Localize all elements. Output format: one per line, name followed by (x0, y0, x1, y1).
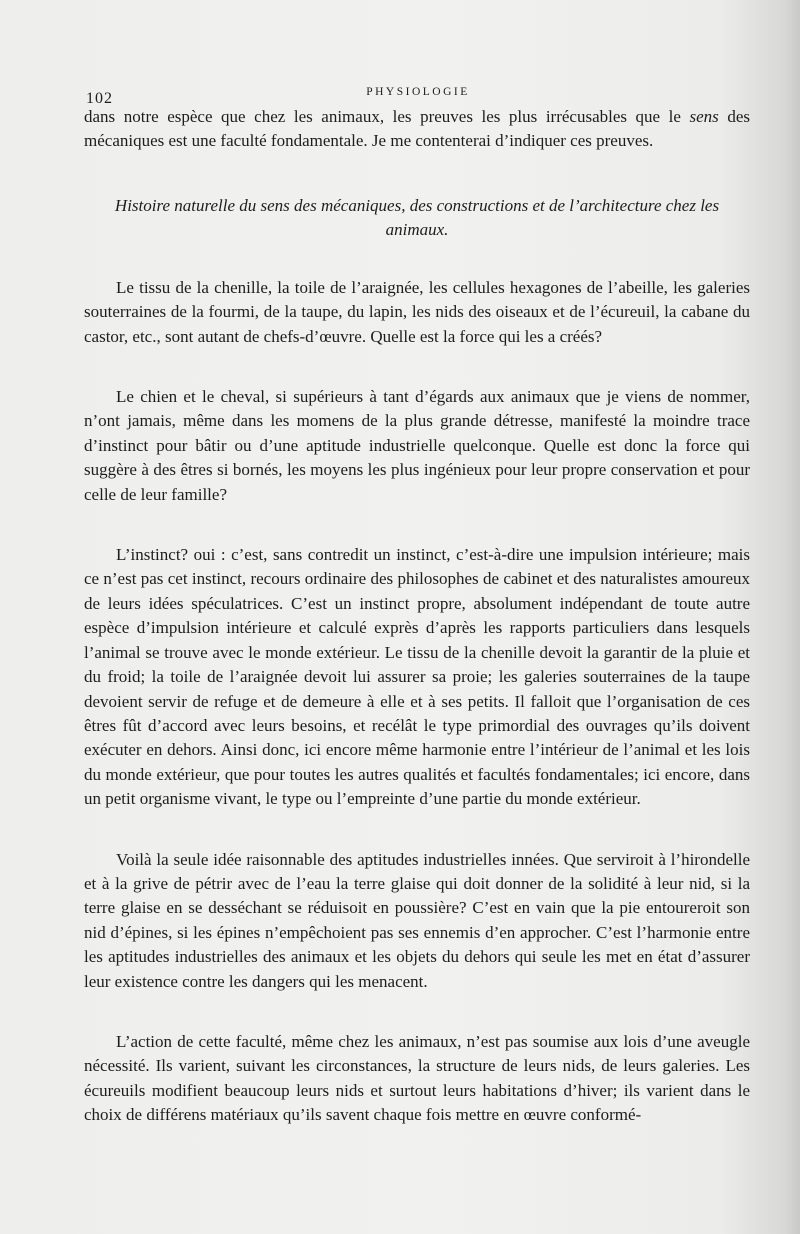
paragraph: L’action de cette faculté, même chez les animaux, n’est pas soumise aux lois d’une aveugle nécessité. Ils varient, suivant les circonstances, la structure de leurs nids, de leurs galeries. Les écureuils modifient beaucoup leurs nids et surtout leurs habitations d’hiver; ils varient dans le choix de différens matériaux qu’ils savent chaque fois mettre en œuvre conformé- (84, 1031, 750, 1125)
paragraph: Le tissu de la chenille, la toile de l’araignée, les cellules hexagones de l’abeille, les galeries souterraines de la fourmi, de la taupe, du lapin, les nids des oiseaux et de l’écureuil, la cabane du castor, etc., sont autant de chefs-d’œuvre. Quelle est la force qui les a créés? (84, 277, 750, 346)
emphasis-sens: sens (689, 107, 719, 126)
paragraph-continuation (84, 105, 750, 154)
paragraph: Voilà la seule idée raisonnable des aptitudes industrielles innées. Que serviroit à l’hirondelle et à la grive de pétrir avec de l’eau la terre glaise qui doit donner de la solidité à leur nid, si la terre glaise en se desséchant se réduisoit en poussière? C’est en vain que la pie entoureroit son nid d’épines, si les épines n’empêchoient pas ses ennemis d’en approcher. C’est l’harmonie entre les aptitudes industrielles des animaux et les objets du dehors qui seule les met en état d’assurer leur existence contre les dangers qui les menacent. (84, 849, 750, 991)
paragraph-text-end: des mécaniques est une faculté fondamentale. Je me contenterai d’indiquer ces preuves. (84, 107, 750, 151)
paragraph-text-start: dans notre espèce que chez les animaux, les preuves les plus irrécusables que le (84, 107, 690, 126)
paragraph: L’instinct? oui : c’est, sans contredit un instinct, c’est-à-dire une impulsion intérieure; mais ce n’est pas cet instinct, recours ordinaire des philosophes de cabinet et des naturalistes amoureux de leurs idées spéculatrices. C’est un instinct propre, absolument indépendant de toute autre espèce d’impulsion intérieure et calculé exprès d’après les rapports particuliers dans lesquels l’animal se trouve avec le monde extérieur. Le tissu de la chenille devoit la garantir de la pluie et du froid; la toile de l’araignée devoit lui assurer sa proie; les galeries souterraines de la taupe devoient servir de refuge et de demeure à elle et à ses petits. Il falloit que l’organisation de ces êtres fût d’accord avec leurs besoins, et recélât le type primordial des ouvrages qu’ils doivent exécuter en dehors. Ainsi donc, ici encore même harmonie entre l’intérieur de l’animal et les lois du monde extérieur, que pour toutes les autres qualités et facultés fondamentales; ici encore, dans un petit organisme vivant, le type ou l’empreinte d’une partie du monde extérieur. (84, 545, 750, 809)
page-number: 102 (86, 90, 113, 107)
paragraph: Le chien et le cheval, si supérieurs à tant d’égards aux animaux que je viens de nommer, n’ont jamais, même dans les momens de la plus grande détresse, manifesté la moindre trace d’instinct pour bâtir ou d’une aptitude industrielle quelconque. Quelle est donc la force qui suggère à des êtres si bornés, les moyens les plus ingénieux pour leur propre conservation et pour celle de leur famille? (84, 387, 750, 504)
body-text (84, 105, 750, 1128)
section-title: Histoire naturelle du sens des mécaniques, des constructions et de l’architecture chez les animaux. (114, 195, 720, 239)
running-title: PHYSIOLOGIE (366, 86, 470, 98)
